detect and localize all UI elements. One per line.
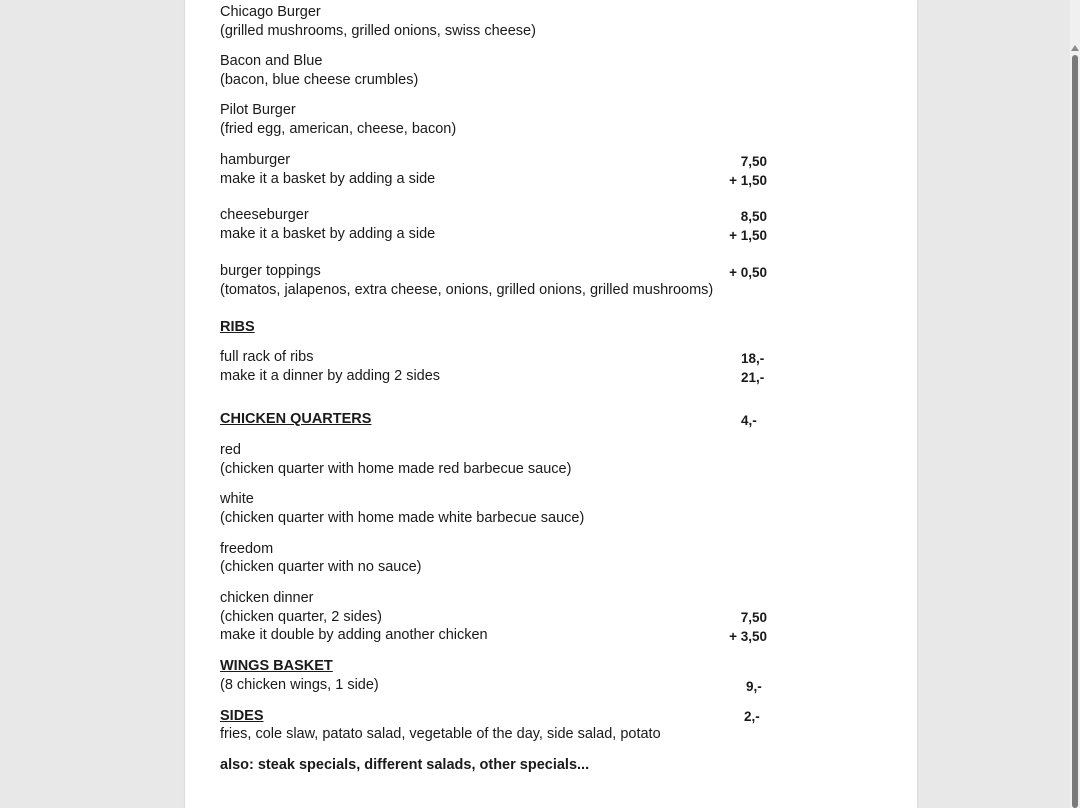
scrollbar-thumb[interactable]	[1072, 55, 1078, 808]
item-price: 7,50	[740, 154, 767, 169]
item-price: 8,50	[740, 209, 767, 224]
item-description: make it a basket by adding a side	[220, 171, 436, 187]
item-name: hamburger	[220, 152, 291, 168]
item-description: (fried egg, american, cheese, bacon)	[220, 121, 457, 137]
footer-note: also: steak specials, different salads, other specials...	[220, 757, 590, 773]
item-name: burger toppings	[220, 263, 321, 279]
section-heading-wings: WINGS BASKET	[220, 658, 333, 674]
item-description: (tomatos, jalapenos, extra cheese, onions, grilled onions, grilled mushrooms)	[220, 282, 714, 298]
item-price: 7,50	[740, 610, 767, 625]
item-description: (chicken quarter, 2 sides)	[220, 609, 382, 625]
item-description: (chicken quarter with no sauce)	[220, 559, 422, 575]
item-price: 2,-	[744, 709, 760, 724]
item-description: (chicken quarter with home made white barbecue sauce)	[220, 510, 585, 526]
item-description: fries, cole slaw, patato salad, vegetable of the day, side salad, potato	[220, 726, 661, 742]
item-name: cheeseburger	[220, 207, 309, 223]
section-heading-sides: SIDES	[220, 708, 264, 724]
item-name: Chicago Burger	[220, 4, 321, 20]
item-name: red	[220, 442, 241, 458]
item-name: chicken dinner	[220, 590, 314, 606]
item-price: 9,-	[746, 679, 762, 694]
item-price: + 0,50	[729, 265, 767, 280]
item-extra-price: + 1,50	[729, 173, 767, 188]
item-name: freedom	[220, 541, 274, 557]
item-name: Pilot Burger	[220, 102, 296, 118]
section-heading-chicken: CHICKEN QUARTERS	[220, 411, 372, 427]
item-description: make it double by adding another chicken	[220, 627, 488, 643]
item-extra-price: + 3,50	[729, 629, 767, 644]
item-description: make it a basket by adding a side	[220, 226, 436, 242]
item-description: (8 chicken wings, 1 side)	[220, 677, 379, 693]
item-description: (chicken quarter with home made red barbecue sauce)	[220, 461, 572, 477]
scroll-up-arrow-icon[interactable]	[1071, 45, 1079, 51]
item-name: white	[220, 491, 254, 507]
section-price: 4,-	[741, 413, 757, 428]
item-extra-price: 21,-	[741, 370, 765, 385]
item-description: make it a dinner by adding 2 sides	[220, 368, 441, 384]
item-description: (grilled mushrooms, grilled onions, swiss cheese)	[220, 23, 536, 39]
item-name: full rack of ribs	[220, 349, 314, 365]
item-extra-price: + 1,50	[729, 228, 767, 243]
item-name: Bacon and Blue	[220, 53, 323, 69]
section-heading-ribs: RIBS	[220, 319, 255, 335]
item-price: 18,-	[741, 351, 765, 366]
item-description: (bacon, blue cheese crumbles)	[220, 72, 419, 88]
